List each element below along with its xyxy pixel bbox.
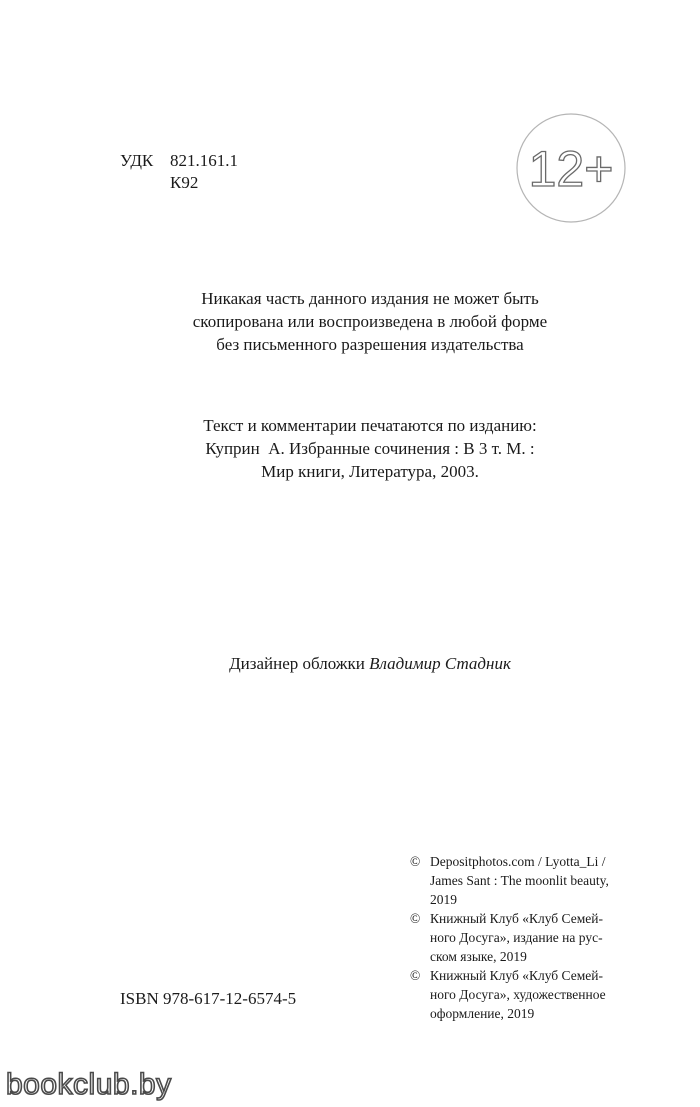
credit-item <box>410 966 640 1023</box>
notice-line: без письменного разрешения издательства <box>216 335 524 354</box>
credit-line: Книжный Клуб «Клуб Семей- <box>430 911 603 926</box>
designer-label: Дизайнер обложки <box>229 654 365 673</box>
credit-line: 2019 <box>430 892 457 907</box>
age-rating-badge <box>513 110 633 230</box>
copyright-notice <box>120 287 620 356</box>
source-edition <box>120 414 620 483</box>
udk-row <box>120 150 238 172</box>
notice-line: Никакая часть данного издания не может быть <box>201 289 539 308</box>
credit-item <box>410 909 640 966</box>
credit-line: James Sant : The moonlit beauty, <box>430 873 609 888</box>
cover-designer <box>120 652 620 675</box>
credit-line: оформление, 2019 <box>430 1006 535 1021</box>
udk-label: УДК <box>120 151 154 170</box>
credit-text <box>430 966 640 1023</box>
copyright-mark: © <box>410 854 421 869</box>
source-line: Текст и комментарии печатаются по изданию: <box>203 416 537 435</box>
source-line: Куприн А. Избранные сочинения : В 3 т. М. : <box>205 439 535 458</box>
udk-spacer <box>120 172 170 194</box>
watermark: bookclub.by <box>6 1068 172 1101</box>
udk-code: 821.161.1 <box>170 151 238 170</box>
source-line: Мир книги, Литература, 2003. <box>261 462 479 481</box>
credit-line: ском языке, 2019 <box>430 949 527 964</box>
credit-line: Книжный Клуб «Клуб Семей- <box>430 968 603 983</box>
credit-text <box>430 852 640 909</box>
image-credits <box>410 852 640 1023</box>
designer-name: Владимир Стадник <box>369 654 511 673</box>
author-mark: К92 <box>170 173 199 192</box>
copyright-mark: © <box>410 911 421 926</box>
credit-text <box>430 909 640 966</box>
notice-line: скопирована или воспроизведена в любой форме <box>192 312 548 331</box>
isbn: ISBN 978-617-12-6574-5 <box>120 989 297 1008</box>
author-mark-row <box>120 172 238 194</box>
udk-block <box>120 150 238 194</box>
credit-line: ного Досуга», художественное <box>430 987 606 1002</box>
age-rating-text: 12+ <box>528 141 614 197</box>
credit-line: ного Досуга», издание на рус- <box>430 930 603 945</box>
credit-item <box>410 852 640 909</box>
copyright-mark: © <box>410 968 421 983</box>
credit-line: Depositphotos.com / Lyotta_Li / <box>430 854 606 869</box>
